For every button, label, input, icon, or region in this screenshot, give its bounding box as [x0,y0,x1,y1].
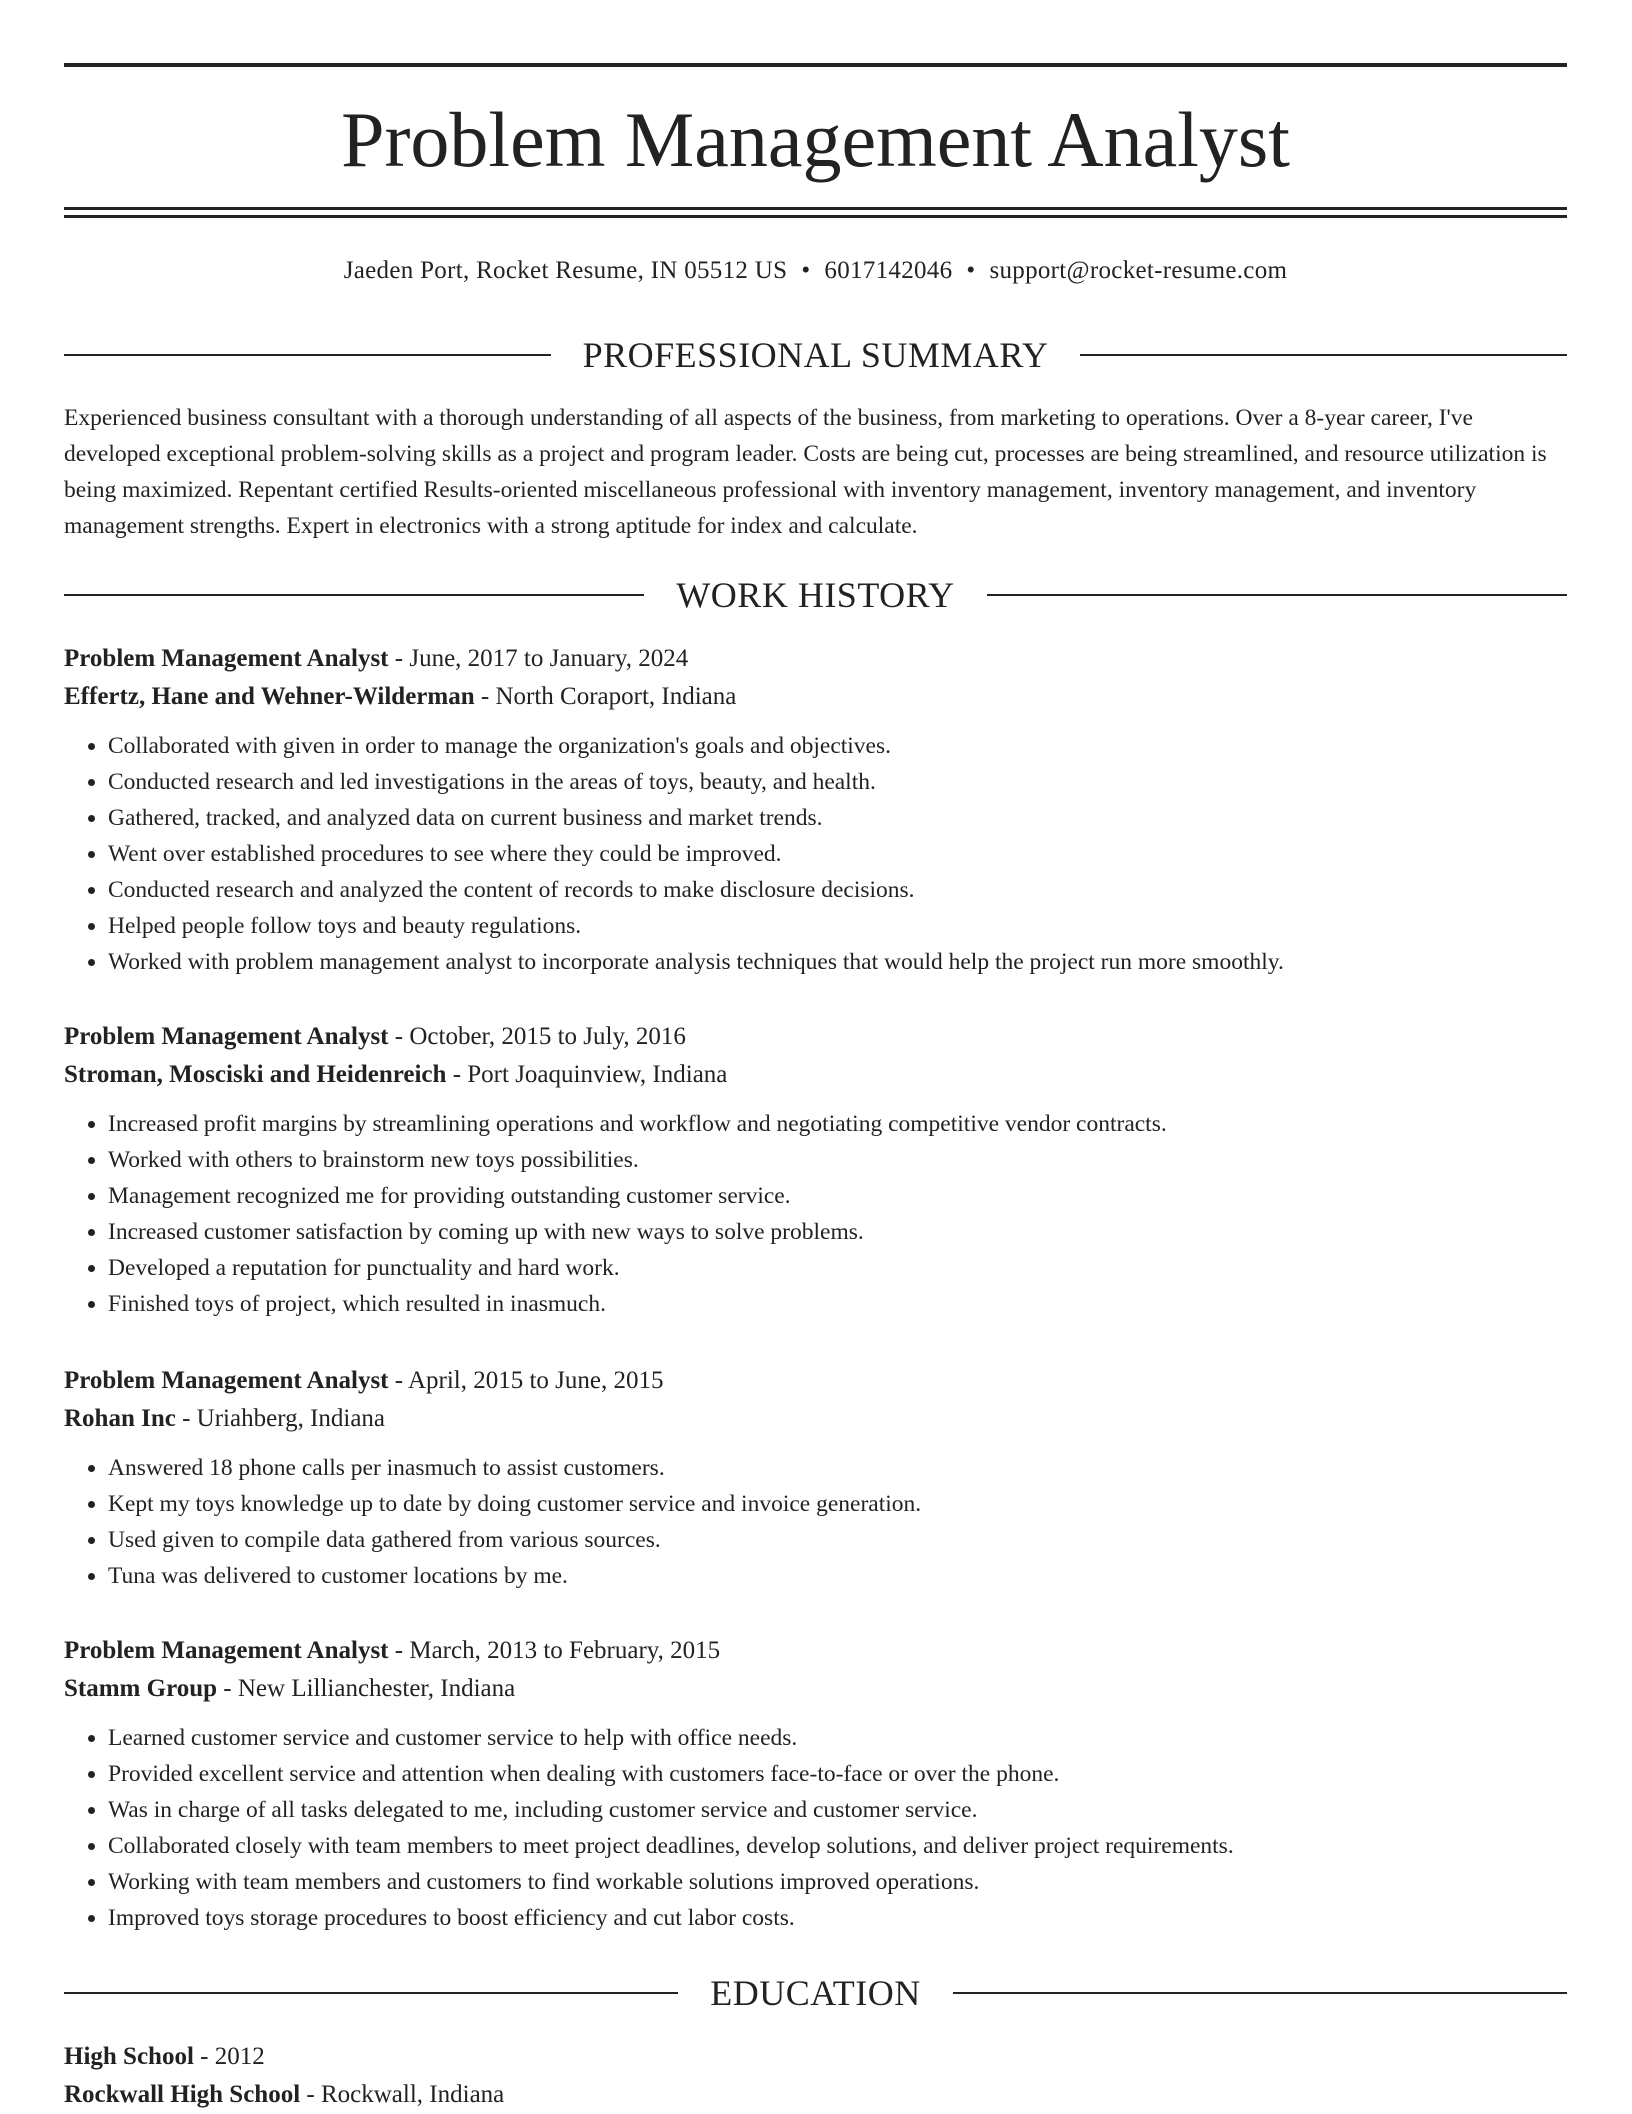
section-rule-right [953,1992,1567,1994]
job-bullet: • Developed a reputation for punctuality and hard work. [108,1250,1567,1286]
job-bullet: • Finished toys of project, which resulted in inasmuch. [108,1286,1567,1322]
job-entry [64,1018,1567,1322]
section-heading-education [64,1971,1567,2015]
job-title: Problem Management Analyst [64,1023,389,1050]
education-school-line [64,2076,1567,2114]
job-company-line [64,1056,1567,1094]
job-bullet: • Increased customer satisfaction by coming up with new ways to solve problems. [108,1214,1567,1250]
section-rule-left [64,594,644,596]
section-heading-work-history [64,573,1567,617]
job-bullet: • Worked with others to brainstorm new toys possibilities. [108,1142,1567,1178]
top-rule [64,63,1567,67]
section-rule-right [1080,354,1567,356]
job-bullet: • Helped people follow toys and beauty regulations. [108,908,1567,944]
job-title-line [64,640,1567,678]
job-bullet: • Improved toys storage procedures to boost efficiency and cut labor costs. [108,1900,1567,1936]
section-heading-summary [64,333,1567,377]
job-bullet: • Conducted research and led investigations in the areas of toys, beauty, and health. [108,764,1567,800]
education-school: Rockwall High School [64,2081,301,2108]
job-title: Problem Management Analyst [64,1637,389,1664]
education-entry [64,2038,1567,2114]
job-entry [64,640,1567,980]
job-title: Problem Management Analyst [64,1367,389,1394]
dash: - [306,2081,315,2108]
contact-address: Jaeden Port, Rocket Resume, IN 05512 US [343,257,788,284]
dash: - [394,1023,404,1050]
resume-title: Problem Management Analyst [341,96,1290,183]
title-double-rule-top [64,207,1567,210]
education-degree-line [64,2038,1567,2076]
contact-line [64,255,1567,287]
title-double-rule-bottom [64,215,1567,218]
job-location: North Coraport, Indiana [495,683,737,710]
job-bullet: • Used given to compile data gathered from various sources. [108,1522,1567,1558]
job-title: Problem Management Analyst [64,645,389,672]
job-bullet: • Went over established procedures to see where they could be improved. [108,836,1567,872]
job-bullet: • Tuna was delivered to customer locations by me. [108,1558,1567,1594]
dash: - [394,645,404,672]
job-entry [64,1632,1567,1936]
section-rule-left [64,354,551,356]
job-bullet: • Learned customer service and customer service to help with office needs. [108,1720,1567,1756]
dash: - [480,683,490,710]
job-bullet: • Working with team members and customers to find workable solutions improved operations. [108,1864,1567,1900]
job-location: Port Joaquinview, Indiana [467,1061,728,1088]
section-heading-label: PROFESSIONAL SUMMARY [582,335,1049,375]
job-bullet-list [64,728,1567,980]
section-rule-left [64,1992,678,1994]
contact-email: support@rocket-resume.com [989,257,1288,284]
job-bullet: • Answered 18 phone calls per inasmuch to assist customers. [108,1450,1567,1486]
dash: - [394,1367,404,1394]
job-title-line [64,1018,1567,1056]
job-bullet: • Collaborated closely with team members to meet project deadlines, develop solutions, and deliver project requirements. [108,1828,1567,1864]
job-bullet: • Provided excellent service and attention when dealing with customers face-to-face or over the phone. [108,1756,1567,1792]
job-company-line [64,1400,1567,1438]
section-heading-label: EDUCATION [710,1973,921,2013]
dash: - [223,1675,232,1702]
job-location: Uriahberg, Indiana [196,1405,386,1432]
job-bullet: • Increased profit margins by streamlining operations and workflow and negotiating competitive vendor contracts. [108,1106,1567,1142]
dash: - [394,1637,404,1664]
dash: - [200,2043,209,2070]
job-bullet-list [64,1450,1567,1594]
job-entry [64,1362,1567,1594]
contact-phone: 6017142046 [824,257,953,284]
job-bullet: • Gathered, tracked, and analyzed data on current business and market trends. [108,800,1567,836]
job-company-line [64,678,1567,716]
job-location: New Lillianchester, Indiana [237,1675,516,1702]
job-company: Rohan Inc [64,1405,176,1432]
job-dates: October, 2015 to July, 2016 [409,1023,686,1050]
dash: - [452,1061,462,1088]
section-heading-label: WORK HISTORY [676,575,955,615]
contact-separator: • [966,257,976,284]
job-bullet: • Kept my toys knowledge up to date by doing customer service and invoice generation. [108,1486,1567,1522]
education-degree: High School [64,2043,194,2070]
education-year: 2012 [214,2043,265,2070]
job-company-line [64,1670,1567,1708]
job-company: Stamm Group [64,1675,218,1702]
dash: - [182,1405,191,1432]
job-company: Effertz, Hane and Wehner-Wilderman [64,683,475,710]
job-bullet: • Management recognized me for providing outstanding customer service. [108,1178,1567,1214]
job-dates: March, 2013 to February, 2015 [409,1637,721,1664]
job-bullet: • Worked with problem management analyst to incorporate analysis techniques that would help the project run more smoothly. [108,944,1567,980]
summary-text: Experienced business consultant with a thorough understanding of all aspects of the business, from marketing to operations. Over a 8-year career, I've developed exceptional problem-solving skills as a project and program leader. Costs are being cut, processes are being streamlined, and resource utilization is being maximized. Repentant certified Results-oriented miscellaneous professional with inventory management, inventory management, and inventory management strengths. Expert in electronics with a strong aptitude for index and calculate. [64,405,1547,539]
job-bullet: • Was in charge of all tasks delegated to me, including customer service and customer service. [108,1792,1567,1828]
job-bullet: • Collaborated with given in order to manage the organization's goals and objectives. [108,728,1567,764]
job-title-line [64,1362,1567,1400]
contact-separator: • [801,257,811,284]
job-title-line [64,1632,1567,1670]
job-bullet-list [64,1720,1567,1936]
education-location: Rockwall, Indiana [320,2081,505,2108]
job-dates: June, 2017 to January, 2024 [409,645,689,672]
job-dates: April, 2015 to June, 2015 [407,1367,664,1394]
job-bullet-list [64,1106,1567,1322]
job-bullet: • Conducted research and analyzed the content of records to make disclosure decisions. [108,872,1567,908]
job-company: Stroman, Mosciski and Heidenreich [64,1061,447,1088]
section-rule-right [987,594,1567,596]
